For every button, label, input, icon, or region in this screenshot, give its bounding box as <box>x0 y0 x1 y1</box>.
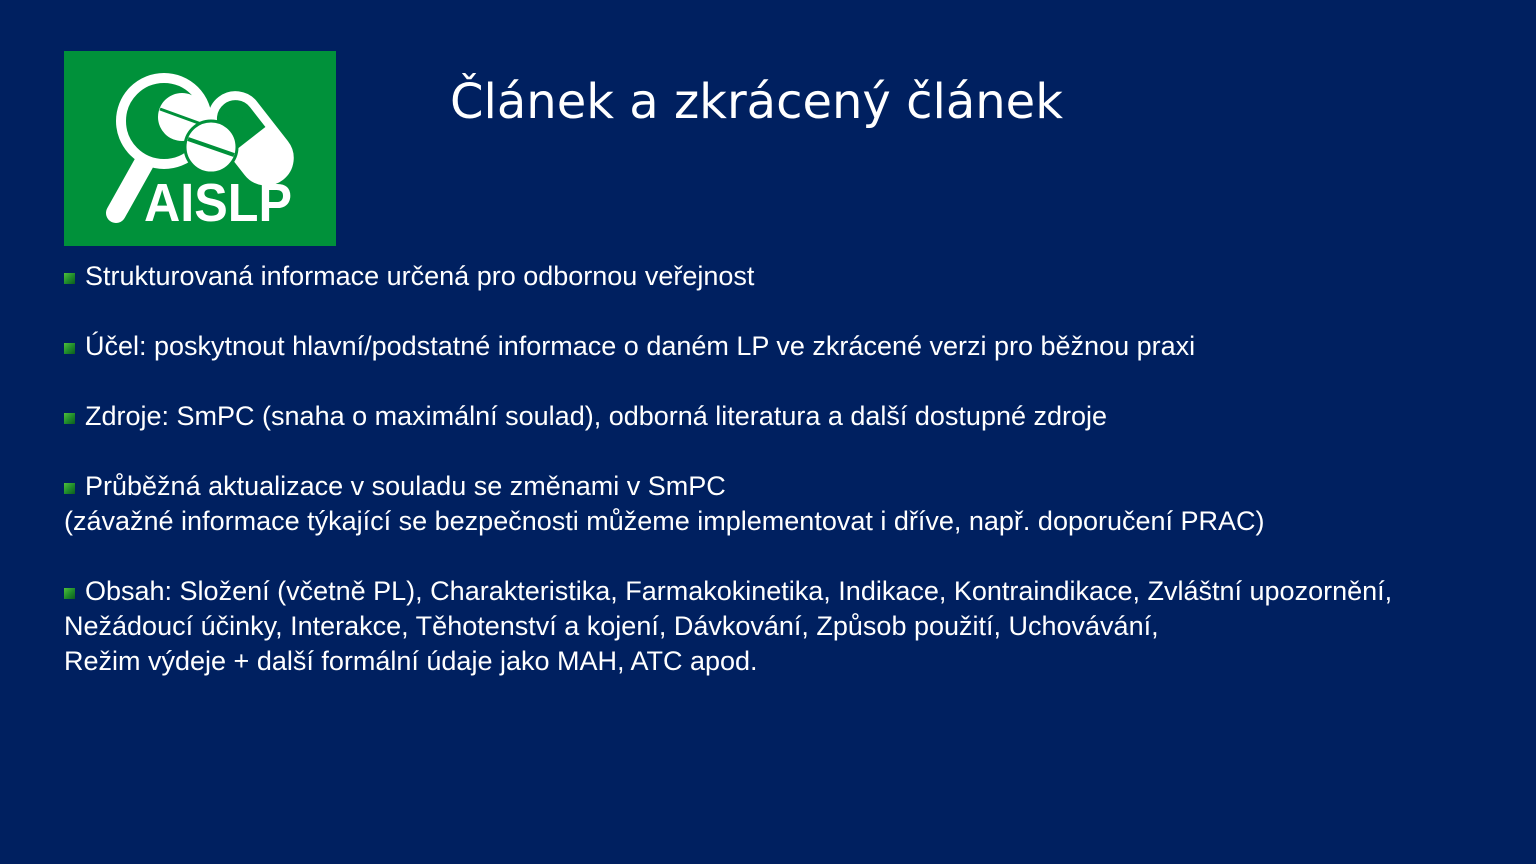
bullet-text: Obsah: Složení (včetně PL), Charakteristika, Farmakokinetika, Indikace, Kontraindikace, Zvláštní upozornění, <box>85 576 1393 606</box>
slide-title: Článek a zkrácený článek <box>450 74 1063 130</box>
square-bullet-icon <box>64 483 75 494</box>
square-bullet-icon <box>64 343 75 354</box>
square-bullet-icon <box>64 413 75 424</box>
bullet-item-line <box>64 469 1504 504</box>
bullet-item-line <box>64 399 1504 434</box>
bullet-item-line <box>64 504 1504 539</box>
square-bullet-icon <box>64 588 75 599</box>
bullet-item <box>64 469 1504 539</box>
bullet-item-line <box>64 329 1504 364</box>
bullet-item <box>64 574 1504 679</box>
bullet-item-line <box>64 574 1504 609</box>
bullet-text: Režim výdeje + další formální údaje jako MAH, ATC apod. <box>64 646 758 676</box>
bullet-item-line <box>64 609 1504 644</box>
bullet-list <box>64 259 1504 714</box>
bullet-item <box>64 329 1504 364</box>
bullet-text: Nežádoucí účinky, Interakce, Těhotenství a kojení, Dávkování, Způsob použití, Uchovávání, <box>64 611 1159 641</box>
bullet-item-line <box>64 644 1504 679</box>
logo-text: AISLP <box>144 173 292 233</box>
bullet-text: Strukturovaná informace určená pro odbornou veřejnost <box>85 261 755 291</box>
aislp-logo <box>64 51 336 246</box>
bullet-item <box>64 259 1504 294</box>
bullet-text: Zdroje: SmPC (snaha o maximální soulad), odborná literatura a další dostupné zdroje <box>85 401 1108 431</box>
bullet-text: (závažné informace týkající se bezpečnosti můžeme implementovat i dříve, např. doporučení PRAC) <box>64 506 1265 536</box>
magnifier-pills-icon <box>64 51 336 246</box>
bullet-item-line <box>64 259 1504 294</box>
bullet-item <box>64 399 1504 434</box>
bullet-text: Průběžná aktualizace v souladu se změnami v SmPC <box>85 471 726 501</box>
bullet-text: Účel: poskytnout hlavní/podstatné informace o daném LP ve zkrácené verzi pro běžnou praxi <box>85 331 1196 361</box>
square-bullet-icon <box>64 273 75 284</box>
